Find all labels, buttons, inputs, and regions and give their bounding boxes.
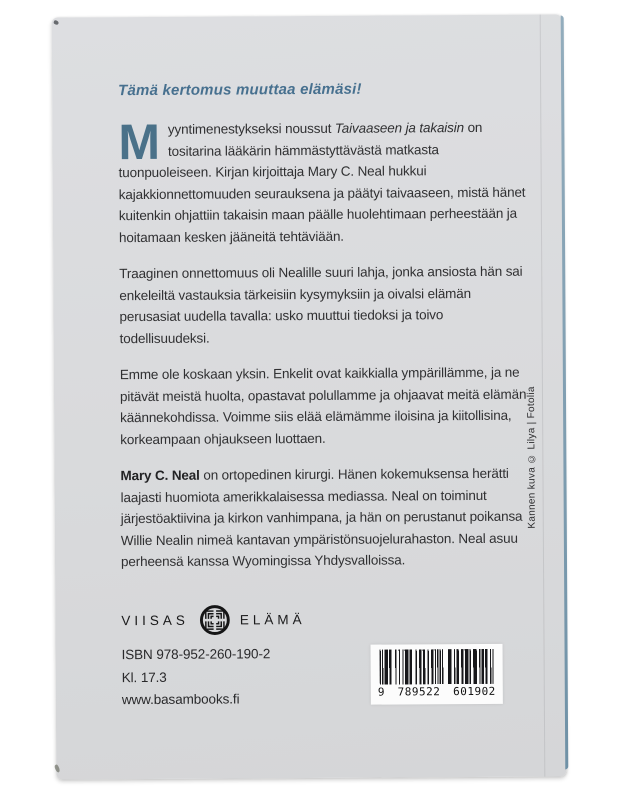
dropcap-m: M — [118, 113, 161, 171]
barcode — [371, 644, 503, 705]
barcode-digits — [378, 685, 496, 699]
author-name: Mary C. Neal — [120, 467, 200, 484]
paragraph-synopsis-1 — [118, 113, 527, 248]
book-back-cover — [52, 14, 567, 779]
isbn-text: ISBN 978-952-260-190-2 — [121, 646, 271, 663]
barcode-digit-group: 9 — [377, 685, 385, 699]
paragraph-synopsis-3: Emme ole koskaan yksin. Enkelit ovat kaikkialla ympärillämme, ja ne pitävät meistä huolta, opastavat polullamme ja ohjaavat meitä elämän käännekohdissa. Voimme siis elää elämämme iloisina ja kiitollisina, korkeampaan ohjaukseen luottaen. — [119, 364, 527, 447]
author-bio-text: on ortopedinen kirurgi. Hänen kokemuksensa herätti laajasti huomiota amerikkalaisessa mediassa. Neal on toiminut järjestöaktiivina ja kirkon vanhimpana, ja hän on perustanut poikansa Willie Nealin nimeä kantavan ympäristönsuojelurahaston. Neal asuu perheensä kanssa Wyomingissa Yhdysvalloissa. — [120, 465, 523, 570]
book-title-italic: Taivaaseen ja takaisin — [334, 120, 464, 136]
barcode-digit-group: 601902 — [453, 684, 496, 699]
viisas-elama-logo — [121, 604, 305, 636]
p1-text-start: yyntimenestykseksi noussut — [167, 120, 335, 137]
barcode-digit-group: 789522 — [397, 685, 441, 699]
coin-knot-icon — [199, 604, 230, 635]
logo-word-elama: ELÄMÄ — [239, 612, 306, 628]
logo-word-viisas: VIISAS — [121, 612, 189, 629]
website-text: www.basambooks.fi — [121, 691, 240, 708]
corner-speck — [53, 20, 59, 25]
paragraph-synopsis-2: Traaginen onnettomuus oli Nealille suuri lahja, jonka ansiosta hän sai enkeleiltä vastauksia tärkeisiin kysymyksiin ja oivalsi elämän perusasiat uudella tavalla: usko muuttui tiedoksi ja toivo todellisuudeksi. — [119, 263, 523, 346]
back-cover-text-column — [118, 79, 529, 588]
tagline: Tämä kertomus muuttaa elämäsi! — [118, 80, 362, 100]
corner-speck — [54, 764, 61, 773]
paragraph-author-bio — [120, 463, 529, 573]
photo-credit: Kannen kuva © Lilya | Fotolia — [525, 386, 538, 529]
publication-meta — [122, 643, 271, 711]
classification-text: Kl. 17.3 — [121, 669, 167, 685]
p1-text-rest: on tositarina lääkärin hämmästyttävästä matkasta tuonpuoleiseen. Kirjan kirjoittaja Mary C. Neal hukkui kajakkionnettomuuden seurauksena ja päätyi taivaaseen, mistä hänet kuitenkin ohjattiin takaisin maan päälle huolehtimaan perheestään ja hoitamaan kesken jääneitä tehtäviään. — [118, 119, 526, 245]
barcode-bars — [380, 649, 494, 685]
